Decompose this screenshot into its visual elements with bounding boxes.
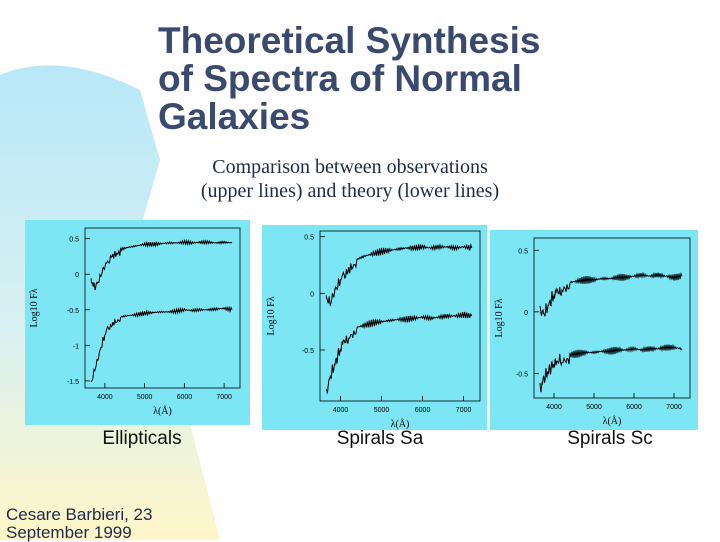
y-tick-label: -0.5 — [515, 371, 528, 379]
y-tick-label: -0.5 — [66, 307, 79, 315]
subtitle-line: (upper lines) and theory (lower lines) — [200, 180, 500, 202]
x-tick-label: 4000 — [332, 407, 349, 414]
y-tick-label: -0.5 — [301, 348, 314, 355]
x-tick-label: 6000 — [626, 404, 642, 411]
x-tick-label: 4000 — [546, 404, 562, 411]
x-axis-label: λ(Å) — [390, 419, 410, 430]
spectrum-chart-spirals-sa — [262, 225, 487, 430]
slide-subtitle — [140, 155, 560, 203]
x-tick-label: 6000 — [176, 394, 193, 401]
title-line: Galaxies — [158, 96, 311, 137]
chart-background — [490, 230, 698, 430]
x-tick-label: 7000 — [455, 407, 472, 414]
footer-credit — [6, 506, 152, 542]
caption-ellipticals: Ellipticals — [102, 428, 182, 449]
spectrum-chart-ellipticals — [25, 220, 250, 425]
y-tick-label: -1.5 — [66, 378, 79, 386]
chart-panel-spirals-sc — [490, 230, 698, 430]
subtitle-line: Comparison between observations — [212, 156, 488, 178]
x-tick-label: 7000 — [216, 394, 232, 401]
y-tick-label: 0.5 — [518, 248, 528, 256]
y-tick-label: 0.5 — [304, 234, 314, 242]
y-tick-label: 0.5 — [69, 236, 79, 244]
y-axis-label: Log10 Fλ — [29, 288, 40, 328]
y-axis-label: Log10 Fλ — [266, 296, 277, 336]
x-tick-label: 4000 — [97, 394, 113, 401]
title-line: Theoretical Synthesis — [158, 20, 541, 61]
x-tick-label: 5000 — [136, 394, 153, 401]
title-line: of Spectra of Normal — [158, 58, 522, 99]
footer-line: September 1999 — [6, 523, 132, 542]
y-tick-label: 0 — [310, 291, 314, 299]
x-axis-label: λ(Å) — [153, 406, 172, 417]
slide-title — [158, 22, 678, 136]
chart-panel-spirals-sa — [262, 225, 487, 430]
chart-panel-ellipticals — [25, 220, 250, 425]
caption-spirals-sa: Spirals Sa — [336, 428, 424, 449]
x-axis-label: λ(Å) — [602, 416, 622, 427]
y-tick-label: 0 — [75, 272, 79, 280]
x-tick-label: 5000 — [373, 407, 390, 414]
caption-spirals-sc: Spirals Sc — [567, 428, 653, 449]
x-tick-label: 6000 — [414, 407, 431, 414]
y-axis-label: Log10 Fλ — [494, 298, 505, 338]
x-tick-label: 7000 — [666, 404, 682, 411]
y-tick-label: 0 — [524, 309, 528, 317]
footer-line: Cesare Barbieri, 23 — [6, 505, 153, 524]
spectrum-chart-spirals-sc — [490, 230, 698, 430]
x-tick-label: 5000 — [586, 404, 602, 411]
y-tick-label: -1 — [72, 343, 79, 351]
